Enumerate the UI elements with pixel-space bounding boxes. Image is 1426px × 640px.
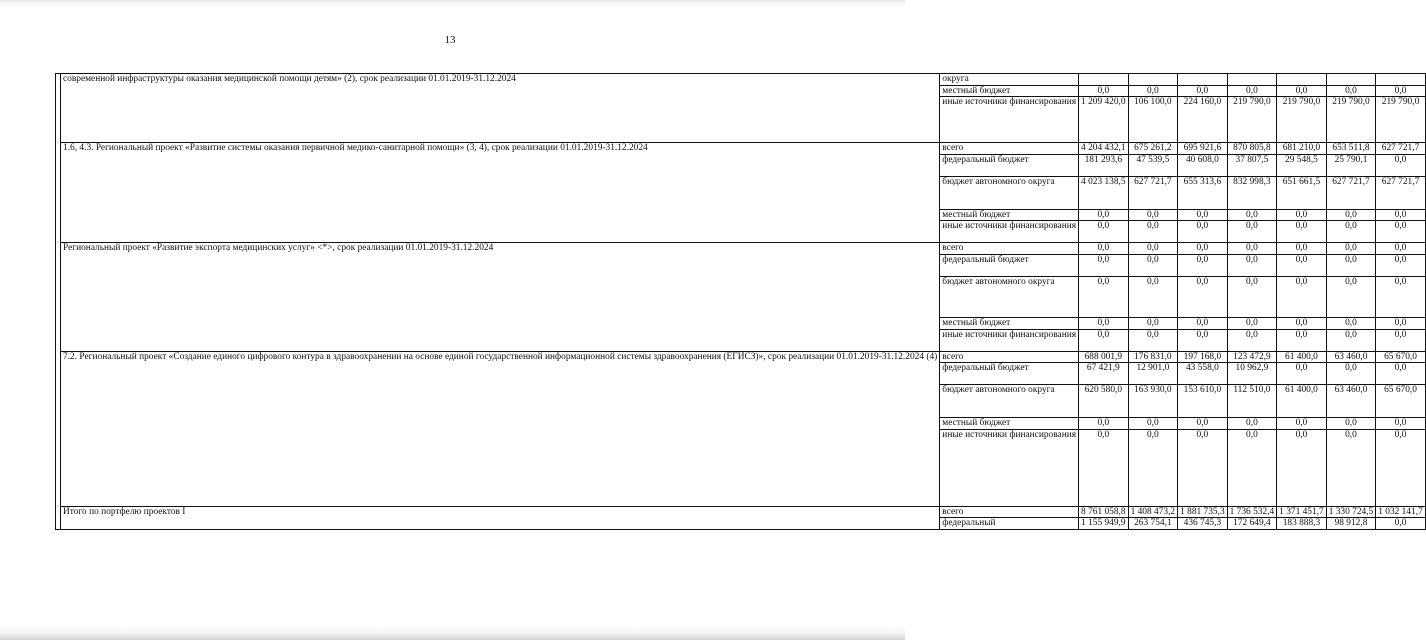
- value-cell: 0,0: [1178, 276, 1228, 317]
- value-cell: 0,0: [1326, 363, 1376, 385]
- source-cell: федеральный бюджет: [940, 254, 1079, 276]
- source-cell: всего: [940, 243, 1079, 255]
- value-cell: 0,0: [1326, 221, 1376, 243]
- value-cell: 0,0: [1178, 429, 1228, 506]
- value-cell: 0,0: [1376, 429, 1426, 506]
- source-cell: всего: [940, 351, 1079, 363]
- value-cell: 627 721,7: [1128, 176, 1178, 209]
- value-cell: 63 460,0: [1326, 351, 1376, 363]
- value-cell: 0,0: [1227, 429, 1277, 506]
- value-cell: 25 790,1: [1326, 154, 1376, 176]
- value-cell: [1376, 74, 1426, 86]
- value-cell: 263 754,1: [1128, 518, 1178, 530]
- value-cell: 627 721,7: [1376, 176, 1426, 209]
- value-cell: 219 790,0: [1277, 97, 1327, 143]
- value-cell: 0,0: [1227, 276, 1277, 317]
- value-cell: 0,0: [1079, 221, 1129, 243]
- value-cell: 0,0: [1277, 243, 1327, 255]
- value-cell: [1178, 74, 1228, 86]
- value-cell: 0,0: [1376, 243, 1426, 255]
- page-number: 13: [444, 34, 456, 46]
- table-row: [56, 243, 1426, 255]
- value-cell: 1 155 949,9: [1079, 518, 1129, 530]
- total-label-cell: Итого по портфелю проектов I: [61, 506, 940, 529]
- source-cell: местный бюджет: [940, 209, 1079, 221]
- value-cell: 0,0: [1277, 276, 1327, 317]
- value-cell: 63 460,0: [1326, 385, 1376, 418]
- value-cell: 0,0: [1376, 329, 1426, 351]
- value-cell: 0,0: [1178, 317, 1228, 329]
- scan-bottom-edge: [0, 626, 905, 640]
- value-cell: 832 998,3: [1227, 176, 1277, 209]
- source-cell: иные источники финансирования: [940, 329, 1079, 351]
- source-cell: иные источники финансирования: [940, 221, 1079, 243]
- value-cell: 695 921,6: [1178, 143, 1228, 155]
- value-cell: 0,0: [1128, 429, 1178, 506]
- value-cell: 0,0: [1326, 85, 1376, 97]
- value-cell: 0,0: [1227, 317, 1277, 329]
- value-cell: 0,0: [1079, 429, 1129, 506]
- source-cell: федеральный бюджет: [940, 363, 1079, 385]
- value-cell: 1 408 473,2: [1128, 506, 1178, 518]
- source-cell: федеральный бюджет: [940, 154, 1079, 176]
- value-cell: 627 721,7: [1326, 176, 1376, 209]
- value-cell: 43 558,0: [1178, 363, 1228, 385]
- value-cell: 4 204 432,1: [1079, 143, 1129, 155]
- source-cell: федеральный: [940, 518, 1079, 530]
- value-cell: 0,0: [1128, 85, 1178, 97]
- value-cell: 0,0: [1079, 254, 1129, 276]
- value-cell: 0,0: [1128, 276, 1178, 317]
- value-cell: 0,0: [1178, 209, 1228, 221]
- value-cell: 0,0: [1376, 518, 1426, 530]
- value-cell: 0,0: [1128, 221, 1178, 243]
- value-cell: 0,0: [1227, 329, 1277, 351]
- value-cell: 65 670,0: [1376, 385, 1426, 418]
- value-cell: 651 661,5: [1277, 176, 1327, 209]
- value-cell: 0,0: [1079, 317, 1129, 329]
- value-cell: 0,0: [1079, 209, 1129, 221]
- budget-table: [55, 73, 1426, 530]
- value-cell: 0,0: [1227, 243, 1277, 255]
- value-cell: [1079, 74, 1129, 86]
- value-cell: [1128, 74, 1178, 86]
- value-cell: 436 745,3: [1178, 518, 1228, 530]
- project-name-cell: современной инфраструктуры оказания медицинской помощи детям» (2), срок реализации 01.01.2019-31.12.2024: [61, 74, 940, 143]
- value-cell: 67 421,9: [1079, 363, 1129, 385]
- source-cell: местный бюджет: [940, 418, 1079, 430]
- value-cell: 0,0: [1178, 329, 1228, 351]
- value-cell: 0,0: [1376, 276, 1426, 317]
- value-cell: 98 912,8: [1326, 518, 1376, 530]
- value-cell: 1 881 735,3: [1178, 506, 1228, 518]
- value-cell: 0,0: [1178, 254, 1228, 276]
- value-cell: [1326, 74, 1376, 86]
- value-cell: 37 807,5: [1227, 154, 1277, 176]
- value-cell: 0,0: [1376, 254, 1426, 276]
- value-cell: 0,0: [1277, 329, 1327, 351]
- value-cell: 0,0: [1277, 221, 1327, 243]
- value-cell: 0,0: [1128, 254, 1178, 276]
- source-cell: бюджет автономного округа: [940, 276, 1079, 317]
- value-cell: 0,0: [1079, 418, 1129, 430]
- value-cell: 0,0: [1326, 418, 1376, 430]
- value-cell: 0,0: [1376, 154, 1426, 176]
- value-cell: 0,0: [1277, 429, 1327, 506]
- value-cell: 0,0: [1128, 418, 1178, 430]
- table-row: [56, 351, 1426, 363]
- value-cell: 0,0: [1079, 329, 1129, 351]
- value-cell: 0,0: [1277, 317, 1327, 329]
- value-cell: 0,0: [1227, 209, 1277, 221]
- value-cell: 1 209 420,0: [1079, 97, 1129, 143]
- value-cell: 197 168,0: [1178, 351, 1228, 363]
- value-cell: 870 805,8: [1227, 143, 1277, 155]
- value-cell: 1 330 724,5: [1326, 506, 1376, 518]
- scan-top-edge: [0, 0, 905, 8]
- value-cell: 0,0: [1227, 418, 1277, 430]
- value-cell: 0,0: [1079, 85, 1129, 97]
- value-cell: 219 790,0: [1326, 97, 1376, 143]
- value-cell: 681 210,0: [1277, 143, 1327, 155]
- value-cell: 0,0: [1128, 209, 1178, 221]
- value-cell: 0,0: [1326, 254, 1376, 276]
- value-cell: 29 548,5: [1277, 154, 1327, 176]
- value-cell: 0,0: [1326, 243, 1376, 255]
- value-cell: 224 160,0: [1178, 97, 1228, 143]
- value-cell: 1 371 451,7: [1277, 506, 1327, 518]
- value-cell: 0,0: [1079, 243, 1129, 255]
- value-cell: 12 901,0: [1128, 363, 1178, 385]
- value-cell: 0,0: [1326, 209, 1376, 221]
- value-cell: 1 032 141,7: [1376, 506, 1426, 518]
- value-cell: 176 831,0: [1128, 351, 1178, 363]
- value-cell: 0,0: [1178, 85, 1228, 97]
- source-cell: всего: [940, 143, 1079, 155]
- value-cell: 0,0: [1128, 317, 1178, 329]
- value-cell: 0,0: [1326, 317, 1376, 329]
- value-cell: 0,0: [1178, 221, 1228, 243]
- source-cell: всего: [940, 506, 1079, 518]
- value-cell: 0,0: [1326, 329, 1376, 351]
- value-cell: [1277, 74, 1327, 86]
- value-cell: 0,0: [1277, 85, 1327, 97]
- source-cell: округа: [940, 74, 1079, 86]
- source-cell: местный бюджет: [940, 85, 1079, 97]
- value-cell: 653 511,8: [1326, 143, 1376, 155]
- value-cell: [1227, 74, 1277, 86]
- project-name-cell: 7.2. Региональный проект «Создание единого цифрового контура в здравоохранении на основе единой государственной информационной системы здравоохранения (ЕГИСЗ)», срок реализации 01.01.2019-31.12.2024 (4): [61, 351, 940, 506]
- value-cell: 0,0: [1326, 276, 1376, 317]
- value-cell: 620 580,0: [1079, 385, 1129, 418]
- value-cell: 183 888,3: [1277, 518, 1327, 530]
- table-row: [56, 506, 1426, 518]
- source-cell: иные источники финансирования: [940, 429, 1079, 506]
- value-cell: 0,0: [1376, 221, 1426, 243]
- value-cell: 0,0: [1277, 363, 1327, 385]
- value-cell: 172 649,4: [1227, 518, 1277, 530]
- value-cell: 0,0: [1326, 429, 1376, 506]
- value-cell: 0,0: [1376, 317, 1426, 329]
- value-cell: 61 400,0: [1277, 385, 1327, 418]
- source-cell: бюджет автономного округа: [940, 385, 1079, 418]
- value-cell: 655 313,6: [1178, 176, 1228, 209]
- value-cell: 112 510,0: [1227, 385, 1277, 418]
- table-row: [56, 74, 1426, 86]
- value-cell: 0,0: [1128, 329, 1178, 351]
- value-cell: 0,0: [1178, 243, 1228, 255]
- value-cell: 0,0: [1128, 243, 1178, 255]
- value-cell: 10 962,9: [1227, 363, 1277, 385]
- value-cell: 0,0: [1376, 209, 1426, 221]
- value-cell: 0,0: [1079, 276, 1129, 317]
- value-cell: 65 670,0: [1376, 351, 1426, 363]
- source-cell: бюджет автономного округа: [940, 176, 1079, 209]
- value-cell: 0,0: [1376, 363, 1426, 385]
- value-cell: 219 790,0: [1376, 97, 1426, 143]
- value-cell: 0,0: [1376, 418, 1426, 430]
- value-cell: 1 736 532,4: [1227, 506, 1277, 518]
- value-cell: 219 790,0: [1227, 97, 1277, 143]
- value-cell: 47 539,5: [1128, 154, 1178, 176]
- value-cell: 0,0: [1178, 418, 1228, 430]
- value-cell: 0,0: [1376, 85, 1426, 97]
- value-cell: 4 023 138,5: [1079, 176, 1129, 209]
- project-name-cell: Региональный проект «Развитие экспорта медицинских услуг» <*>, срок реализации 01.01.2019-31.12.2024: [61, 243, 940, 351]
- value-cell: 688 001,9: [1079, 351, 1129, 363]
- value-cell: 123 472,9: [1227, 351, 1277, 363]
- value-cell: 163 930,0: [1128, 385, 1178, 418]
- value-cell: 627 721,7: [1376, 143, 1426, 155]
- value-cell: 40 608,0: [1178, 154, 1228, 176]
- value-cell: 0,0: [1277, 418, 1327, 430]
- value-cell: 153 610,0: [1178, 385, 1228, 418]
- value-cell: 0,0: [1227, 221, 1277, 243]
- value-cell: 0,0: [1277, 254, 1327, 276]
- value-cell: 8 761 058,8: [1079, 506, 1129, 518]
- project-name-cell: 1.6, 4.3. Региональный проект «Развитие системы оказания первичной медико-санитарной помощи» (3, 4), срок реализации 01.01.2019-31.12.2024: [61, 143, 940, 243]
- value-cell: 0,0: [1227, 254, 1277, 276]
- value-cell: 106 100,0: [1128, 97, 1178, 143]
- value-cell: 675 261,2: [1128, 143, 1178, 155]
- table-row: [56, 143, 1426, 155]
- value-cell: 61 400,0: [1277, 351, 1327, 363]
- source-cell: местный бюджет: [940, 317, 1079, 329]
- source-cell: иные источники финансирования: [940, 97, 1079, 143]
- value-cell: 181 293,6: [1079, 154, 1129, 176]
- value-cell: 0,0: [1227, 85, 1277, 97]
- value-cell: 0,0: [1277, 209, 1327, 221]
